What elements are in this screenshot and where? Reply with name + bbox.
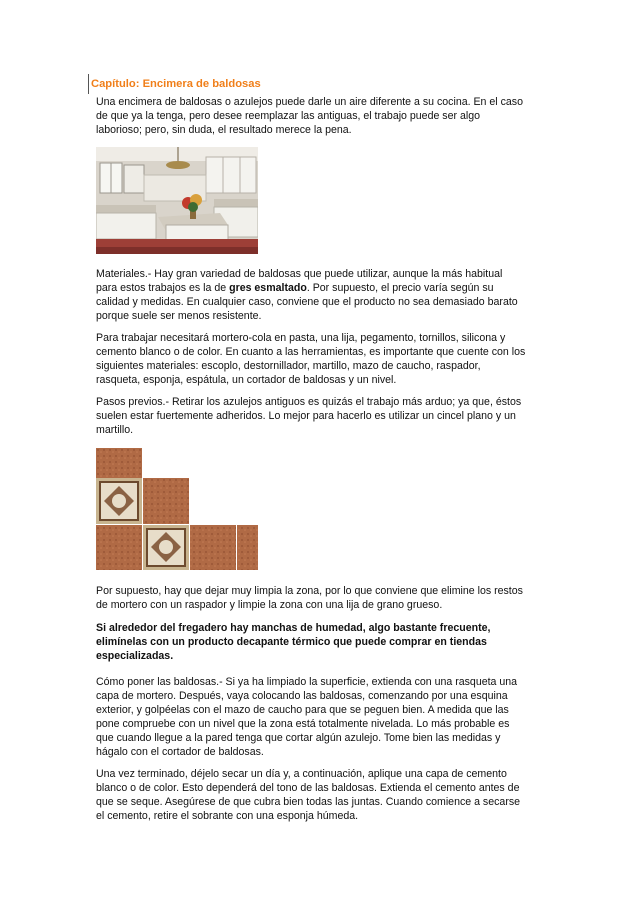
humedad-paragraph: Si alrededor del fregadero hay manchas de humedad, algo bastante frecuente, elimínelas con un producto decapante térmico que puede comprar en tiendas especializadas.	[96, 622, 491, 662]
colocacion-paragraph: Cómo poner las baldosas.- Si ya ha limpiado la superficie, extienda con una rasqueta una capa de mortero. Después, vaya colocando las baldosas, comenzando por una esquina exterior, y golpéelas con el mazo de caucho para que se peguen bien. A medida que las pone compruebe con un nivel que la zona está totalmente nivelada. Lo más probable es que cuando llegue a la pared tenga que cortar algún azulejo. Tome bien las medidas y hágalo con el cortador de baldosas.	[96, 676, 518, 758]
materiales-bold: gres esmaltado	[229, 281, 307, 294]
materiales-paragraph	[96, 268, 526, 324]
materiales-text-b: . Por supuesto, el precio varía según su calidad y medidas. En cualquier caso, conviene que el producto no sea demasiado barato porque suele ser menos resistente.	[96, 281, 518, 322]
materiales-text-a: Materiales.- Hay gran variedad de baldosas que puede utilizar, aunque la más habitual para estos trabajos es la de	[96, 268, 503, 294]
tile-samples-image	[96, 448, 258, 570]
kitchen-photo	[96, 147, 258, 254]
limpieza-paragraph: Por supuesto, hay que dejar muy limpia la zona, por lo que conviene que elimine los restos de mortero con un raspador y limpie la zona con una lija de grano grueso.	[96, 585, 523, 611]
chapter-heading	[88, 74, 261, 94]
terminado-paragraph: Una vez terminado, déjelo secar un día y, a continuación, aplique una capa de cemento blanco o de color. Esto dependerá del tono de las baldosas. Extienda el cemento antes de que se seque. Asegúrese de que cubra bien todas las juntas. Cuando comience a secarse el cemento, retire el sobrante con una esponja húmeda.	[96, 768, 521, 822]
pasos-previos-paragraph: Pasos previos.- Retirar los azulejos antiguos es quizás el trabajo más arduo; ya que, éstos suelen estar fuertemente adheridos. Lo mejor para hacerlo es utilizar un cincel plano y un martillo.	[96, 396, 522, 436]
chapter-title: Capítulo: Encimera de baldosas	[91, 78, 261, 90]
herramientas-paragraph: Para trabajar necesitará mortero-cola en pasta, una lija, pegamento, tornillos, silicona y cemento blanco o de color. En cuanto a las herramientas, es importante que cuente con los siguientes materiales: escoplo, destornillador, martillo, mazo de caucho, raspador, rasqueta, esponja, espátula, un cortador de baldosas y un nivel.	[96, 332, 526, 386]
intro-paragraph: Una encimera de baldosas o azulejos puede darle un aire diferente a su cocina. En el caso de que ya la tenga, pero desee reemplazar las antiguas, el trabajo puede ser algo laborioso; pero, sin duda, el resultado merece la pena.	[96, 96, 523, 136]
